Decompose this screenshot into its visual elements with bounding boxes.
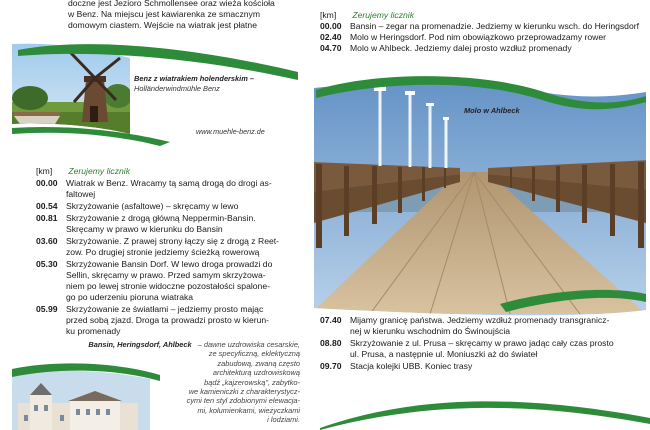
route-km: 00.00 [320, 21, 342, 31]
intro-line: domowym ciastem. Wejście na wiatrak jest płatne [68, 20, 257, 31]
route-entry [320, 32, 606, 43]
route-text-cont: Skręcamy w prawo w kierunku do Bansin [66, 224, 223, 234]
route-km: 00.00 [36, 178, 58, 188]
route-text: Skrzyżowanie z ul. Prusa – skręcamy w prawo jadąc cały czas prosto [350, 338, 614, 348]
pier-photo-block [310, 64, 650, 320]
windmill-caption-italic: Holländerwindmühle Benz [134, 83, 220, 93]
route-entry [320, 21, 639, 32]
route-km: 00.54 [36, 201, 58, 211]
bansin-caption-line: we kamieniczki z charakterystycz- [188, 387, 300, 397]
route-text-cont: nej w kierunku wschodnim do Świnoujścia [350, 326, 511, 336]
route-header [36, 166, 130, 177]
route-text: Molo w Ahlbeck. Jedziemy dalej prosto wzdłuż promenady [350, 43, 572, 53]
route-entry [320, 361, 472, 372]
route-text: Skrzyżowanie. Z prawej strony łączy się z drogą z Reet- [66, 236, 280, 246]
route-km: 04.70 [320, 43, 342, 53]
route-entry [36, 213, 256, 224]
intro-paragraph [68, 0, 308, 32]
bansin-caption-line: mi, kolumienkami, wieżyczkami [197, 405, 300, 415]
route-header-title: Zerujemy licznik [352, 10, 414, 20]
right-route-table [320, 10, 640, 60]
pier-photo [310, 64, 650, 320]
route-entry [36, 304, 263, 315]
route-header [320, 10, 414, 21]
route-text-cont: go po uderzeniu pioruna wiatraka [66, 292, 194, 302]
route-km: 05.99 [36, 304, 58, 314]
bansin-caption-bold: Bansin, Heringsdorf, Ahlbeck [88, 340, 192, 349]
windmill-caption [134, 74, 254, 93]
route-text: Molo w Heringsdorf. Pod nim obowiązkowo przeprowadzamy rower [350, 32, 607, 42]
route-entry [36, 201, 238, 212]
bansin-photo-block [0, 355, 160, 430]
intro-line: w Benz. Na miejscu jest kawiarenka ze smacznym [68, 9, 260, 20]
route-text-cont: niem po lewej stronie widoczne pozostałości spalone- [66, 281, 270, 291]
route-text-cont: zow. Po drugiej stronie jedziemy ścieżką rowerową [66, 247, 260, 257]
route-km: 05.30 [36, 259, 58, 269]
route-km: 08.80 [320, 338, 342, 348]
route-text: Skrzyżowanie (asfaltowe) – skręcamy w lewo [66, 201, 239, 211]
route-text-cont: ul. Prusa, a następnie ul. Moniuszki aż do świateł [350, 349, 538, 359]
bansin-caption-line: architekturą uzdrowiskową [212, 368, 300, 378]
route-text: Skrzyżowanie z drogą główną Neppermin-Bansin. [66, 213, 256, 223]
bansin-caption-line: bądź „kajzerowską", zabytko- [204, 377, 300, 387]
bansin-caption-line: i lodziami. [267, 415, 300, 425]
windmill-photo-block [0, 36, 300, 146]
route-text: Skrzyżowanie Bansin Dorf. W lewo droga prowadzi do [66, 259, 273, 269]
decorative-swoosh [320, 370, 650, 430]
route-text-cont: Sellin, skręcamy w prawo. Przed samym skrzyżowa- [66, 270, 266, 280]
intro-line: doczne jest Jezioro Schmollensee oraz wieża kościoła [68, 0, 275, 8]
pier-caption: Molo w Ahlbeck [464, 106, 520, 115]
bansin-caption-line: zabudową, zwaną często [217, 358, 300, 368]
route-km: 02.40 [320, 32, 342, 42]
windmill-caption-bold: Benz z wiatrakiem holenderskim – [134, 74, 254, 83]
route-km: 00.81 [36, 213, 58, 223]
route-km: 09.70 [320, 361, 342, 371]
route-text: Bansin – zegar na promenadzie. Jedziemy w kierunku wsch. do Heringsdorf [350, 21, 639, 31]
route-text: Stacja kolejki UBB. Koniec trasy [350, 361, 473, 371]
route-header-title: Zerujemy licznik [68, 166, 130, 176]
km-header: [km] [320, 10, 337, 20]
route-text-cont: przed sobą zjazd. Droga ta prowadzi prosto w kierun- [66, 315, 270, 325]
bansin-caption-line [36, 340, 300, 349]
route-km: 07.40 [320, 315, 342, 325]
route-text: Wiatrak w Benz. Wracamy tą samą drogą do drogi as- [66, 178, 272, 188]
route-km: 03.60 [36, 236, 58, 246]
route-entry [320, 338, 614, 349]
route-text-cont: faltowej [66, 189, 96, 199]
route-text: Skrzyżowanie ze światłami – jedziemy prosto mając [66, 304, 264, 314]
left-route-table [36, 166, 306, 336]
bansin-photo [0, 355, 160, 430]
route-entry [36, 178, 272, 189]
windmill-url[interactable]: www.muehle-benz.de [196, 127, 265, 136]
route-entry [320, 315, 609, 326]
km-header: [km] [36, 166, 53, 176]
route-text-cont: ku promenady [66, 326, 121, 336]
bansin-caption-line: cymi ten styl zdobionymi elewacja- [186, 396, 300, 406]
right-route-table-2 [320, 315, 650, 375]
route-entry [36, 236, 279, 247]
route-text: Mijamy granicę państwa. Jedziemy wzdłuż promenady transgranicz- [350, 315, 610, 325]
bansin-caption-text: – dawne uzdrowiska cesarskie, [197, 340, 300, 349]
route-entry [320, 43, 572, 54]
bansin-caption-line: ze specyficzną, eklektyczną [208, 349, 300, 359]
route-entry [36, 259, 272, 270]
